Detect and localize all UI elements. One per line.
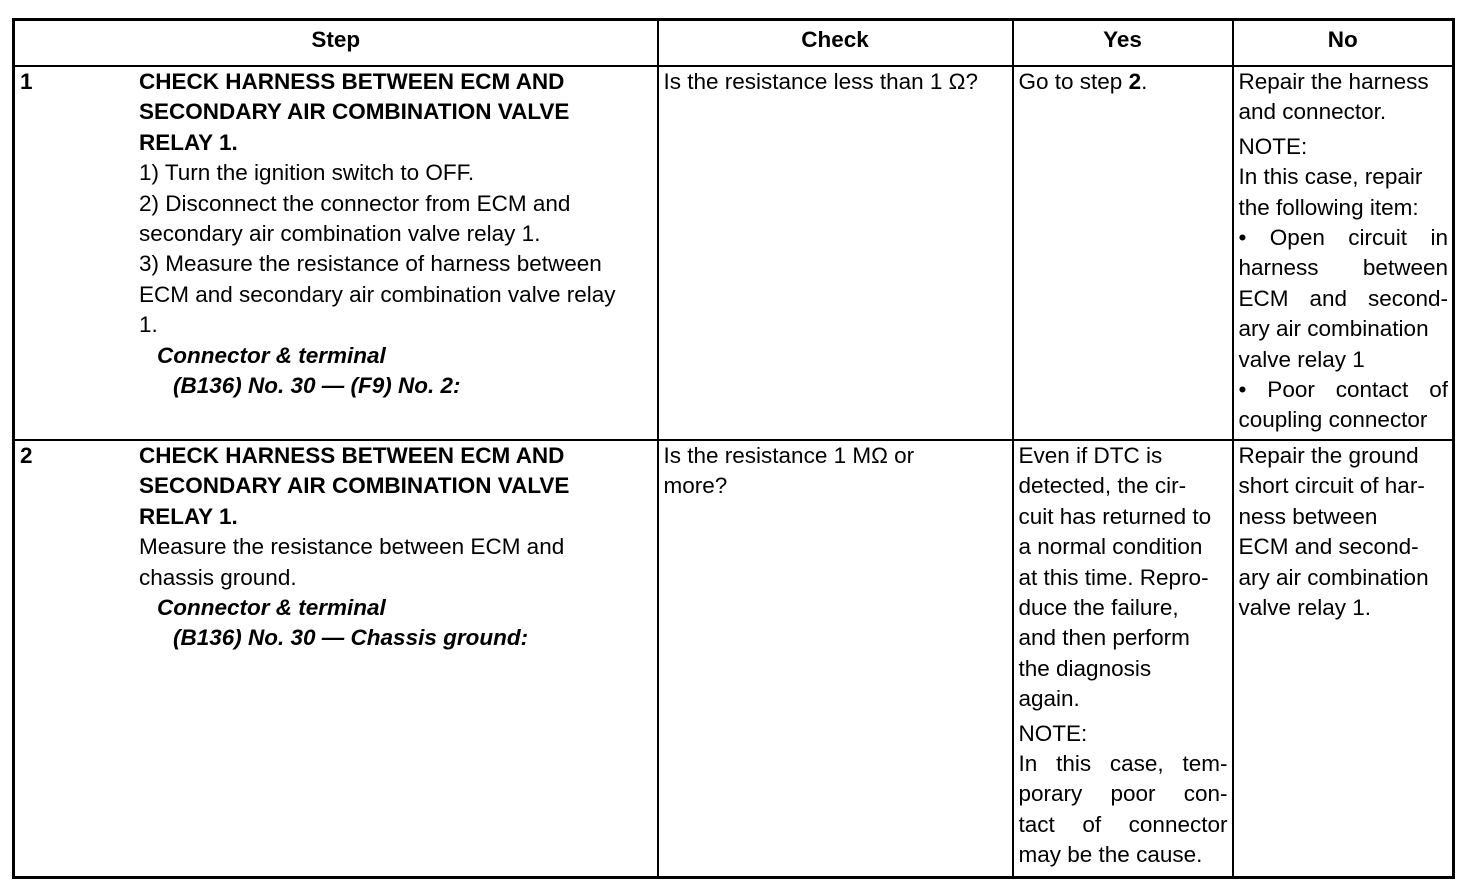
no-line: Repair the ground bbox=[1238, 443, 1419, 468]
no-line: the following item: bbox=[1238, 194, 1419, 220]
step-title-line: RELAY 1. bbox=[139, 129, 238, 155]
no-line: In this case, repair bbox=[1238, 164, 1423, 190]
yes-line: may be the cause. bbox=[1018, 842, 1203, 868]
check-question: Is the resistance less than 1 Ω? bbox=[663, 69, 978, 94]
yes-line: and then perform bbox=[1018, 625, 1190, 651]
connector-value: (B136) No. 30 — (F9) No. 2: bbox=[173, 373, 461, 399]
no-line: ness between bbox=[1238, 503, 1378, 529]
check-question: Is the resistance 1 MΩ or bbox=[663, 443, 915, 468]
no-line: • Poor contact of bbox=[1238, 377, 1448, 403]
yes-text: Go to step bbox=[1018, 69, 1129, 94]
note-label: NOTE: bbox=[1018, 720, 1088, 746]
step-title-line: RELAY 1. bbox=[139, 503, 238, 529]
no-line: • Open circuit in bbox=[1238, 225, 1448, 251]
no-line: coupling connector bbox=[1238, 407, 1428, 433]
table-header-row bbox=[14, 20, 1454, 67]
yes-line: duce the failure, bbox=[1018, 595, 1179, 621]
step-instruction: Measure the resistance between ECM and bbox=[139, 534, 565, 560]
yes-suffix: . bbox=[1141, 69, 1148, 94]
yes-line: tact of connector bbox=[1018, 811, 1228, 837]
no-line: valve relay 1 bbox=[1238, 346, 1365, 372]
yes-line: at this time. Repro- bbox=[1018, 564, 1209, 590]
step-cell-1 bbox=[14, 66, 658, 440]
step-instruction: chassis ground. bbox=[139, 564, 297, 590]
yes-cell-2 bbox=[1013, 440, 1233, 877]
no-line: ary air combination bbox=[1238, 564, 1429, 590]
no-line: short circuit of har- bbox=[1238, 473, 1425, 499]
header-no: No bbox=[1233, 20, 1454, 67]
header-yes: Yes bbox=[1013, 20, 1233, 67]
no-line: ECM and second- bbox=[1238, 534, 1419, 560]
yes-line: a normal condition bbox=[1018, 534, 1203, 560]
note-label: NOTE: bbox=[1238, 133, 1308, 159]
check-cell-1 bbox=[658, 66, 1013, 440]
yes-line: cuit has returned to bbox=[1018, 503, 1212, 529]
step-number: 2 bbox=[20, 443, 33, 468]
connector-label: Connector & terminal bbox=[157, 342, 386, 368]
diagnosis-table bbox=[12, 18, 1455, 879]
table-row bbox=[14, 440, 1454, 877]
diagnosis-table-container bbox=[12, 18, 1454, 873]
yes-line: porary poor con- bbox=[1018, 781, 1228, 807]
step-number: 1 bbox=[20, 69, 33, 94]
no-line: Repair the harness bbox=[1238, 69, 1429, 94]
no-line: ary air combination bbox=[1238, 316, 1429, 342]
no-line: and connector. bbox=[1238, 99, 1387, 125]
step-instruction: 3) Measure the resistance of harness between bbox=[139, 251, 602, 277]
step-title-line: SECONDARY AIR COMBINATION VALVE bbox=[139, 99, 570, 125]
yes-line: the diagnosis bbox=[1018, 655, 1152, 681]
no-cell-1 bbox=[1233, 66, 1454, 440]
connector-label: Connector & terminal bbox=[157, 595, 386, 621]
yes-line: again. bbox=[1018, 686, 1080, 712]
step-title-line: SECONDARY AIR COMBINATION VALVE bbox=[139, 473, 570, 499]
yes-step-link: 2 bbox=[1128, 69, 1142, 94]
step-instruction: secondary air combination valve relay 1. bbox=[139, 221, 541, 247]
yes-cell-1 bbox=[1013, 66, 1233, 440]
header-check: Check bbox=[658, 20, 1013, 67]
step-title-line: CHECK HARNESS BETWEEN ECM AND bbox=[139, 443, 565, 468]
no-line: valve relay 1. bbox=[1238, 595, 1372, 621]
table-row bbox=[14, 66, 1454, 440]
step-cell-2 bbox=[14, 440, 658, 877]
no-cell-2 bbox=[1233, 440, 1454, 877]
connector-value: (B136) No. 30 — Chassis ground: bbox=[173, 625, 529, 651]
step-instruction: 1. bbox=[139, 312, 158, 338]
step-instruction: ECM and secondary air combination valve relay bbox=[139, 281, 616, 307]
no-line: ECM and second- bbox=[1238, 285, 1448, 311]
no-line: harness between bbox=[1238, 255, 1448, 281]
yes-line: Even if DTC is bbox=[1018, 443, 1163, 468]
step-body bbox=[139, 441, 651, 654]
yes-line: In this case, tem- bbox=[1018, 751, 1228, 777]
step-body bbox=[139, 67, 651, 401]
check-cell-2 bbox=[658, 440, 1013, 877]
yes-line: detected, the cir- bbox=[1018, 473, 1187, 499]
step-title-line: CHECK HARNESS BETWEEN ECM AND bbox=[139, 69, 565, 94]
step-instruction: 1) Turn the ignition switch to OFF. bbox=[139, 160, 475, 186]
step-instruction: 2) Disconnect the connector from ECM and bbox=[139, 190, 571, 216]
header-step: Step bbox=[14, 20, 658, 67]
check-question: more? bbox=[663, 473, 728, 499]
